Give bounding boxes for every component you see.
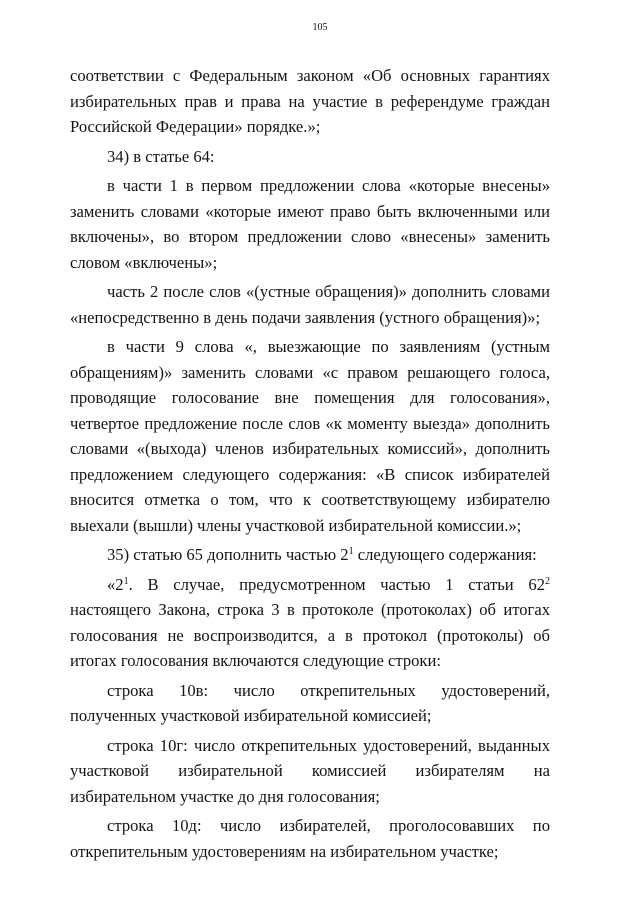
document-body [70, 63, 550, 864]
paragraph-part-2-1-text [70, 572, 550, 674]
paragraph-line-10g: строка 10г: число открепительных удостоверений, выданных участковой избирательной комиссией избирателям на избирательном участке до дня голосования; [70, 735, 550, 806]
page-number: 105 [312, 22, 328, 33]
part-2-1-text-c: настоящего Закона, строка 3 в протоколе (протоколах) об итогах голосования не воспроизводится, а в протокол (протоколы) об итогах голосования включаются следующие строки: [70, 600, 550, 670]
part-2-1-text-b: . В случае, предусмотренном частью 1 статьи 62 [128, 574, 545, 594]
item-35-text-start: 35) статью 65 дополнить частью 2 [107, 545, 349, 564]
paragraph-part-2-amendment: часть 2 после слов «(устные обращения)» дополнить словами «непосредственно в день подачи заявления (устного обращения)»; [70, 282, 550, 327]
item-35-superscript: 1 [348, 546, 354, 557]
paragraph-line-10d: строка 10д: число избирателей, проголосовавших по открепительным удостоверениям на избирательном участке; [70, 816, 550, 861]
paragraph-item-35 [70, 542, 550, 568]
part-2-1-text-a: «2 [107, 574, 124, 594]
paragraph-line-10v: строка 10в: число открепительных удостоверений, полученных участковой избирательной комиссией; [70, 680, 550, 725]
paragraph-part-9-amendment: в части 9 слова «, выезжающие по заявлениям (устным обращениям)» заменить словами «с правом решающего голоса, проводящие голосование вне помещения для голосования», четвертое предложение после слов «к моменту выезда» дополнить словами «(выхода) членов избирательных комиссий», дополнить предложением следующего содержания: «В список избирателей вносится отметка о том, что к соответствующему избирателю выехали (вышли) члены участковой избирательной комиссии.»; [70, 337, 550, 535]
paragraph-item-34: 34) в статье 64: [107, 146, 215, 166]
part-2-1-superscript-a: 1 [123, 575, 129, 587]
paragraph-continuation: соответствии с Федеральным законом «Об основных гарантиях избирательных прав и права на участие в референдуме граждан Российской Федерации» порядке.»; [70, 66, 550, 136]
paragraph-part-1-amendment: в части 1 в первом предложении слова «которые внесены» заменить словами «которые имеют право быть включенными или включены», во втором предложении слово «внесены» заменить словом «включены»; [70, 176, 550, 272]
part-2-1-superscript-b: 2 [545, 575, 550, 587]
item-35-text-end: следующего содержания: [353, 545, 537, 564]
